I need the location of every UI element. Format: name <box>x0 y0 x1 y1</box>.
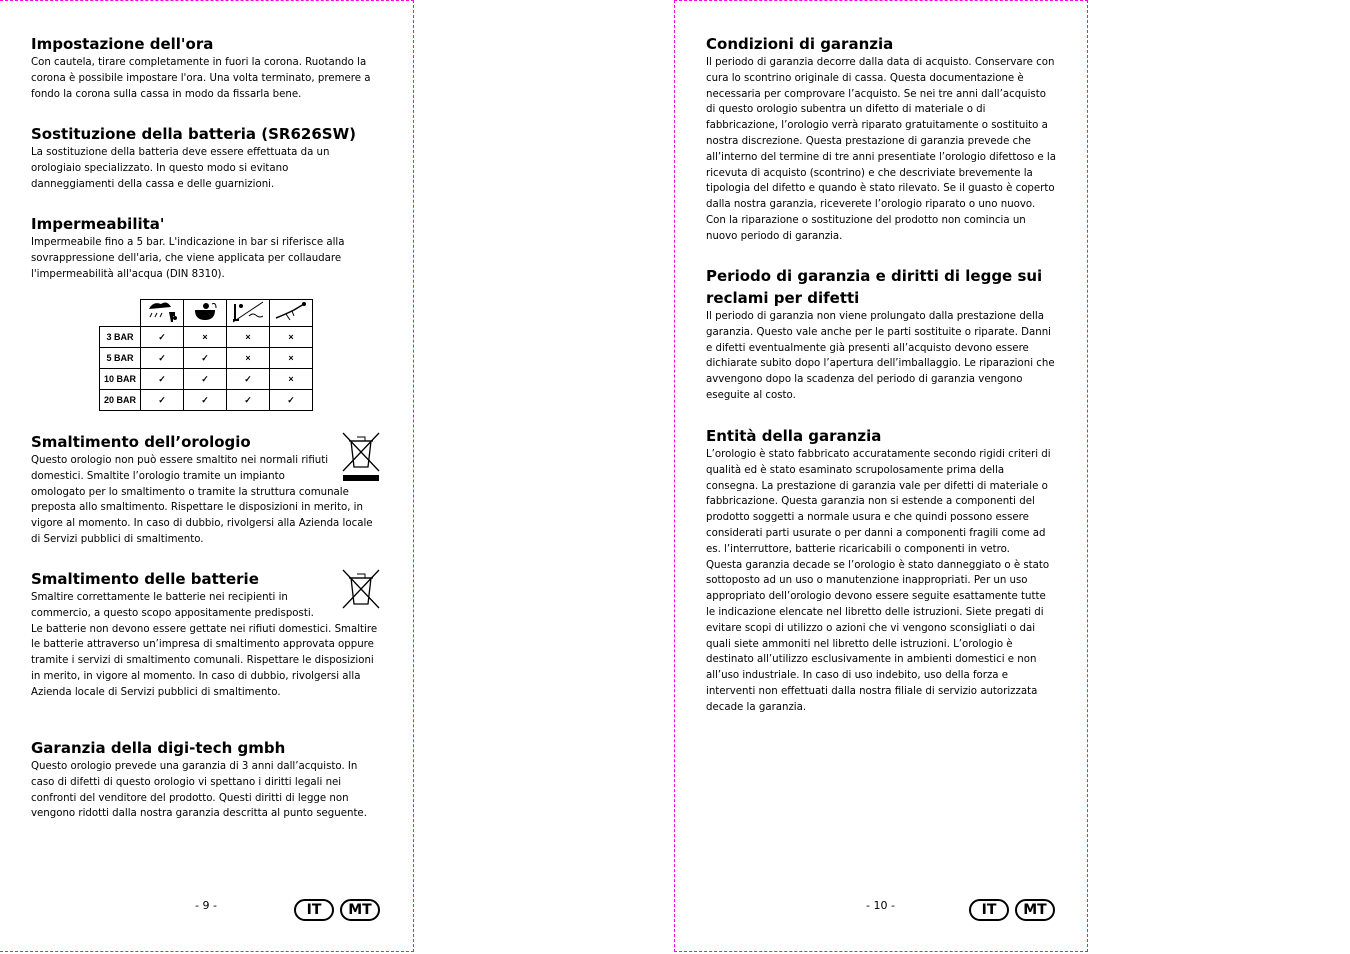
table-cell: × <box>270 348 313 369</box>
section-body: Smaltire correttamente le batterie nei recipienti in commercio, a questo scopo appositamente predisposti. Le batterie non devono essere gettate nei rifiuti domestici. Smaltire le batterie attraverso un’impresa di smaltimento approvata oppure tramite i servizi di smaltimento comunali. Rispettare le disposizioni in merito, in vigore al momento. In caso di dubbio, rivolgersi alla Azienda locale di Servizi pubblici di smaltimento. <box>31 592 378 698</box>
bar-label: 3 BAR <box>100 327 141 348</box>
table-cell: ✓ <box>141 390 184 411</box>
bar-label: 5 BAR <box>100 348 141 369</box>
water-resistance-table <box>99 299 313 411</box>
rain-splash-icon <box>141 300 184 327</box>
section-title: Smaltimento delle batterie <box>31 570 259 588</box>
section-title: Condizioni di garanzia <box>706 35 894 53</box>
page-number: - 10 - <box>866 899 895 912</box>
table-row <box>100 369 313 390</box>
table-cell: ✓ <box>227 390 270 411</box>
crossed-bin-icon <box>339 431 383 483</box>
bar-label: 10 BAR <box>100 369 141 390</box>
language-badge-mt: MT <box>340 899 380 921</box>
section-title: Entità della garanzia <box>706 427 882 445</box>
table-cell: × <box>270 327 313 348</box>
table-cell: × <box>227 348 270 369</box>
section-body: Con cautela, tirare completamente in fuori la corona. Ruotando la corona è possibile impostare l'ora. Una volta terminato, premere a fondo la corona sulla cassa in modo da fissarla bene. <box>31 57 371 100</box>
table-cell: × <box>270 369 313 390</box>
section-warranty-period <box>706 265 1058 404</box>
section-body: Questo orologio prevede una garanzia di 3 anni dall’acquisto. In caso di difetti di questo orologio vi spettano i diritti legali nei confronti del venditore del prodotto. Questi diritti di legge non vengono ridotti dalla nostra garanzia descritta al punto seguente. <box>31 761 367 820</box>
right-page <box>674 0 1088 952</box>
section-time-setting <box>31 33 383 102</box>
language-badge-it: IT <box>294 899 334 921</box>
page-number: - 9 - <box>195 899 217 912</box>
section-title: Impostazione dell'ora <box>31 35 214 53</box>
section-watch-disposal <box>31 431 383 548</box>
swimming-diving-icon <box>227 300 270 327</box>
table-cell: ✓ <box>141 327 184 348</box>
scuba-diving-icon <box>270 300 313 327</box>
table-cell: × <box>184 327 227 348</box>
table-cell: ✓ <box>270 390 313 411</box>
section-warranty-scope <box>706 425 1058 716</box>
language-badge-mt: MT <box>1015 899 1055 921</box>
section-body: L’orologio è stato fabbricato accuratamente secondo rigidi criteri di qualità ed è stato esaminato scrupolosamente prima della consegna. La prestazione di garanzia vale per difetti di materiale o fabbricazione. Questa garanzia non si estende a componenti del prodotto soggetti a normale usura e che quindi possono essere considerati parti usurate o per danni a componenti fragili come ad es. l’interruttore, batterie ricaricabili o componenti in vetro. Questa garanzia decade se l’orologio è stato danneggiato o è stato sottoposto ad un uso o manutenzione inappropriati. Per un uso appropriato dell’orologio devono essere seguite esattamente tutte le indicazione elencate nel libretto delle istruzioni. Siete pregati di evitare scopi di utilizzo o azioni che vi vengono sconsigliati o dai quali siete ammoniti nel libretto delle istruzioni. L’orologio è destinato all’utilizzo esclusivamente in ambienti domestici e non all’uso industriale. In caso di uso indebito, uso della forza e interventi non effettuati dalla nostra filiale di servizio autorizzata decade la garanzia. <box>706 449 1051 713</box>
section-warranty-digitech <box>31 737 383 822</box>
section-battery-replacement <box>31 123 383 192</box>
crossed-bin-icon <box>339 568 383 612</box>
section-body: Il periodo di garanzia decorre dalla data di acquisto. Conservare con cura lo scontrino originale di cassa. Questa documentazione è necessaria per comprovare l’acquisto. Se nei tre anni dall’acquisto di questo orologio subentra un difetto di materiale o di fabbricazione, l’orologio verrà riparato gratuitamente o sostituito a nostra discrezione. Questa prestazione di garanzia prevede che all’interno del termine di tre anni presentiate l’orologio difettoso e la ricevuta di acquisto (scontrino) e che descriviate brevemente la tipologia del difetto e quando è stato rilevato. Se il guasto è coperto dalla nostra garanzia, riceverete l’orologio riparato o uno nuovo. Con la riparazione o sostituzione del prodotto non comincia un nuovo periodo di garanzia. <box>706 57 1057 242</box>
bathtub-icon <box>184 300 227 327</box>
table-cell: × <box>227 327 270 348</box>
section-warranty-conditions <box>706 33 1058 245</box>
section-battery-disposal <box>31 568 383 701</box>
table-cell: ✓ <box>227 369 270 390</box>
section-body: La sostituzione della batteria deve essere effettuata da un orologiaio specializzato. In questo modo si evitano danneggiamenti della cassa e delle guarnizioni. <box>31 147 330 190</box>
section-title: Impermeabilita' <box>31 215 165 233</box>
table-cell: ✓ <box>141 348 184 369</box>
section-title: Smaltimento dell’orologio <box>31 433 251 451</box>
section-body: Il periodo di garanzia non viene prolungato dalla prestazione della garanzia. Questo vale anche per le parti sostituite o riparate. Danni e difetti eventualmente già presenti all’acquisto devono essere dichiarate subito dopo l’apertura dell’imballaggio. Le riparazioni che avvengono dopo la scadenza del periodo di garanzia vengono eseguite al costo. <box>706 311 1055 401</box>
table-cell: ✓ <box>184 369 227 390</box>
table-cell: ✓ <box>184 348 227 369</box>
table-row <box>100 348 313 369</box>
section-body: Impermeabile fino a 5 bar. L'indicazione in bar si riferisce alla sovrappressione dell'aria, che viene applicata per collaudare l'impermeabilità all'acqua (DIN 8310). <box>31 237 345 280</box>
language-badge-it: IT <box>969 899 1009 921</box>
table-cell: ✓ <box>141 369 184 390</box>
table-row <box>100 327 313 348</box>
section-body: Questo orologio non può essere smaltito nei normali rifiuti domestici. Smaltite l’orologio tramite un impianto omologato per lo smaltimento o tramite la struttura comunale preposta allo smaltimento. Rispettare le disposizioni in merito, in vigore al momento. In caso di dubbio, rivolgersi alla Azienda locale di Servizi pubblici di smaltimento. <box>31 455 373 545</box>
table-cell: ✓ <box>184 390 227 411</box>
section-water-resistance <box>31 213 383 282</box>
bar-label: 20 BAR <box>100 390 141 411</box>
section-title: Periodo di garanzia e diritti di legge sui reclami per difetti <box>706 267 1043 307</box>
table-row <box>100 390 313 411</box>
left-page <box>0 0 414 952</box>
section-title: Sostituzione della batteria (SR626SW) <box>31 125 356 143</box>
section-title: Garanzia della digi-tech gmbh <box>31 739 286 757</box>
